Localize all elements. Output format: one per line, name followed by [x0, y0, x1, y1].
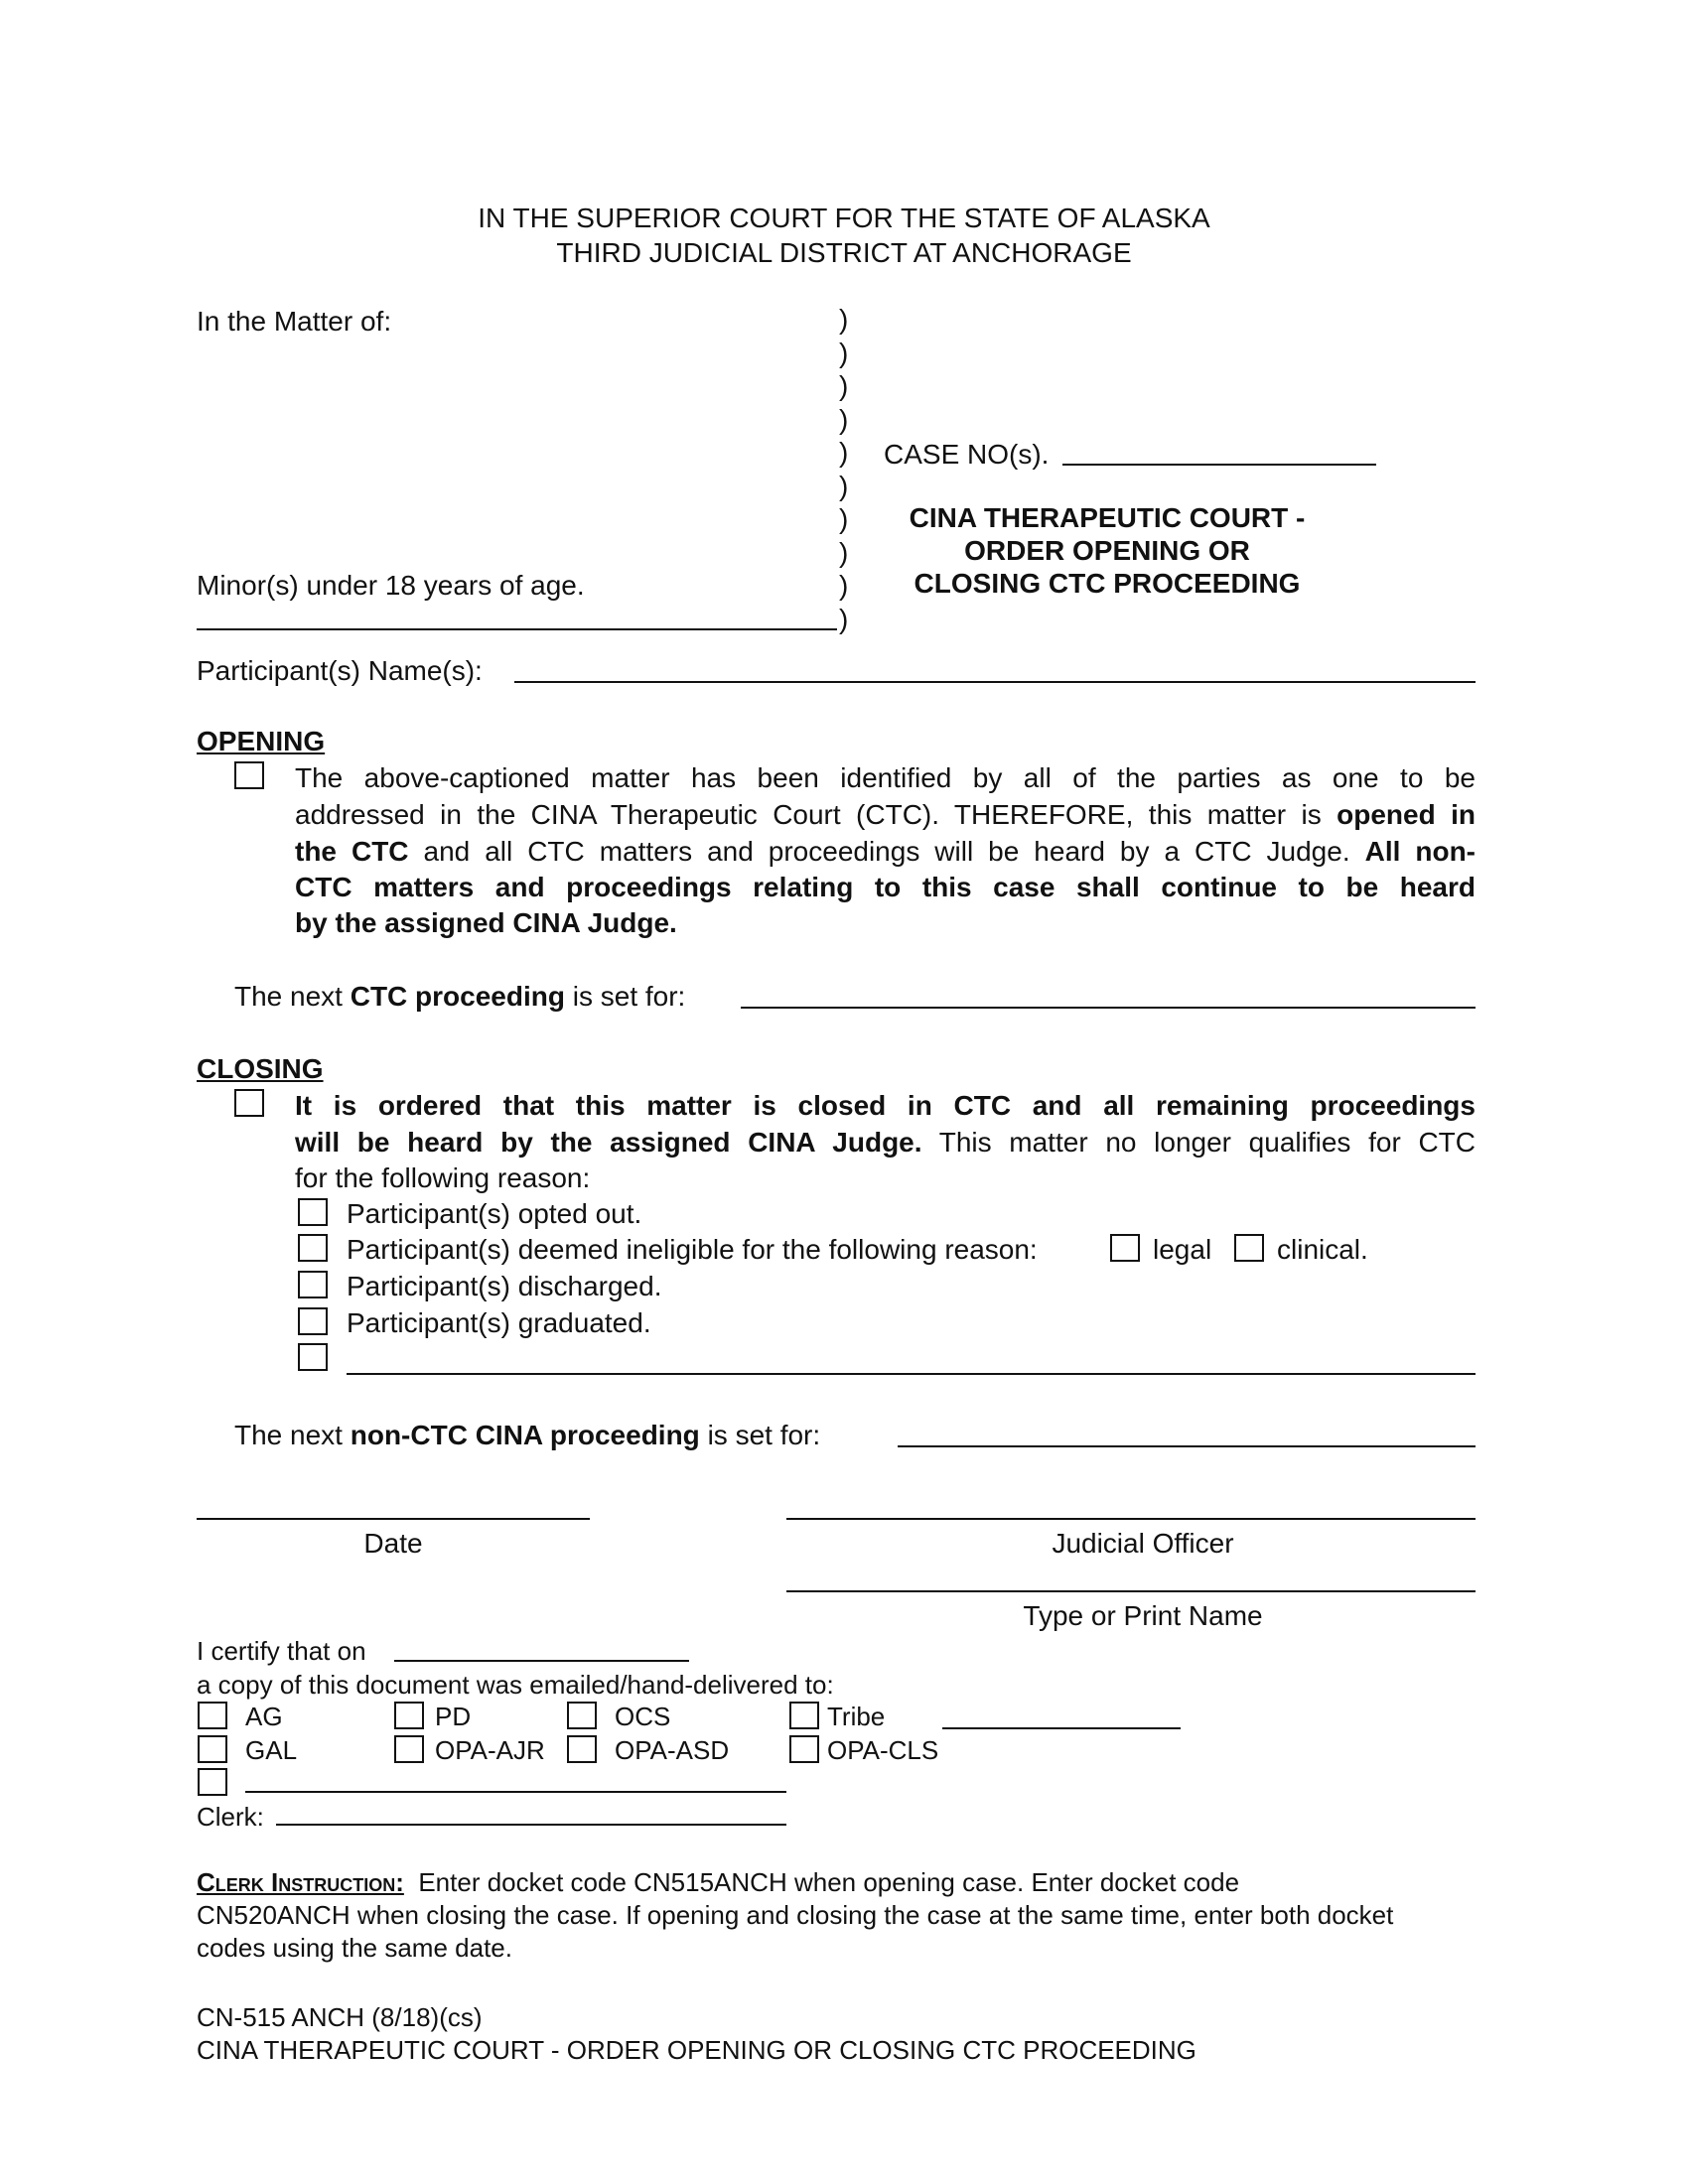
recipient-pd-label: PD — [435, 1702, 472, 1731]
paragraph-line — [295, 838, 1476, 866]
next-non-ctc-label — [234, 1422, 820, 1449]
text-segment: the CTC — [295, 836, 409, 867]
date-label: Date — [363, 1528, 423, 1559]
reason-discharged-checkbox[interactable] — [298, 1271, 328, 1298]
clerk-label: Clerk: — [197, 1802, 264, 1832]
recipient-tribe-label: Tribe — [827, 1702, 886, 1731]
recipient-opa-ajr-checkbox[interactable] — [394, 1735, 424, 1763]
paragraph-line — [295, 801, 1476, 829]
next-non-ctc-date-field[interactable] — [898, 1445, 1476, 1447]
reason-other-field[interactable] — [347, 1373, 1476, 1375]
text-segment: The above-captioned matter has been identified by all of the parties as one to be — [295, 762, 1476, 793]
court-name: IN THE SUPERIOR COURT FOR THE STATE OF ALASKA — [478, 203, 1210, 233]
reason-ineligible-label: Participant(s) deemed ineligible for the following reason: — [347, 1234, 1038, 1265]
recipient-ocs-checkbox[interactable] — [567, 1702, 597, 1729]
recipient-opa-asd-checkbox[interactable] — [567, 1735, 597, 1763]
paragraph-line — [295, 909, 1476, 937]
recipient-other-field[interactable] — [245, 1791, 786, 1793]
caption-paren: ) — [839, 403, 849, 435]
paragraph-line — [295, 764, 1476, 792]
recipient-ag-checkbox[interactable] — [198, 1702, 227, 1729]
recipient-opa-cls-checkbox[interactable] — [789, 1735, 819, 1763]
clerk-field[interactable] — [276, 1824, 786, 1826]
caption-paren: ) — [839, 503, 849, 534]
reason-opted-out-label: Participant(s) opted out. — [347, 1198, 642, 1229]
clerk-instruction-line — [197, 1869, 1239, 1895]
caption-paren: ) — [839, 470, 849, 501]
next-ctc-prefix: The next — [234, 981, 351, 1012]
date-field[interactable] — [197, 1518, 590, 1520]
reason-ineligible-checkbox[interactable] — [298, 1234, 328, 1262]
certify-label: I certify that on — [197, 1636, 366, 1666]
judicial-officer-signature-field[interactable] — [786, 1518, 1476, 1520]
recipient-tribe-checkbox[interactable] — [789, 1702, 819, 1729]
certify-date-field[interactable] — [394, 1660, 689, 1662]
judicial-officer-label: Judicial Officer — [1052, 1528, 1234, 1559]
caption-paren: ) — [839, 437, 849, 468]
caption-paren: ) — [839, 304, 849, 335]
recipient-other-checkbox[interactable] — [198, 1768, 227, 1796]
minors-label: Minor(s) under 18 years of age. — [197, 570, 585, 601]
document-title-line: ORDER OPENING OR — [964, 535, 1250, 566]
next-ctc-date-field[interactable] — [741, 1007, 1476, 1009]
clerk-instruction-line: CN520ANCH when closing the case. If opening and closing the case at the same time, enter both docket — [197, 1900, 1394, 1930]
print-name-label: Type or Print Name — [1023, 1600, 1263, 1631]
caption-paren: ) — [839, 570, 849, 601]
clerk-instruction-text: Enter docket code CN515ANCH when opening case. Enter docket code — [418, 1867, 1240, 1897]
opening-heading: OPENING — [197, 726, 326, 756]
reason-graduated-label: Participant(s) graduated. — [347, 1307, 651, 1338]
caption-paren: ) — [839, 603, 849, 634]
clerk-instruction-line: codes using the same date. — [197, 1933, 512, 1963]
recipient-opa-asd-label: OPA-ASD — [615, 1735, 730, 1765]
text-segment: CTC matters and proceedings relating to this case shall continue to be heard — [295, 872, 1476, 902]
copy-label: a copy of this document was emailed/hand-delivered to: — [197, 1670, 834, 1700]
recipient-ag-label: AG — [245, 1702, 283, 1731]
ineligible-legal-checkbox[interactable] — [1110, 1234, 1140, 1262]
reason-other-checkbox[interactable] — [298, 1343, 328, 1371]
next-non-ctc-prefix: The next — [234, 1420, 351, 1450]
text-segment: for the following reason: — [295, 1162, 591, 1193]
case-no-label: CASE NO(s). — [884, 439, 1050, 470]
closing-checkbox[interactable] — [234, 1089, 264, 1117]
reason-graduated-checkbox[interactable] — [298, 1307, 328, 1335]
ineligible-clinical-label: clinical. — [1277, 1234, 1368, 1265]
recipient-pd-checkbox[interactable] — [394, 1702, 424, 1729]
caption-paren: ) — [839, 536, 849, 568]
reason-discharged-label: Participant(s) discharged. — [347, 1271, 662, 1301]
caption-paren: ) — [839, 370, 849, 401]
text-segment: will be heard by the assigned CINA Judge. — [295, 1127, 922, 1158]
opening-checkbox[interactable] — [234, 761, 264, 789]
in-the-matter-label: In the Matter of: — [197, 306, 392, 337]
recipient-ocs-label: OCS — [615, 1702, 671, 1731]
paragraph-line — [295, 1164, 1476, 1192]
reason-opted-out-checkbox[interactable] — [298, 1198, 328, 1226]
text-segment: All non- — [1364, 836, 1476, 867]
participants-field[interactable] — [514, 681, 1476, 683]
participants-label: Participant(s) Name(s): — [197, 655, 483, 686]
clerk-instruction-label: Clerk Instruction: — [197, 1867, 404, 1897]
print-name-field[interactable] — [786, 1590, 1476, 1592]
text-segment: This matter no longer qualifies for CTC — [921, 1127, 1476, 1158]
next-ctc-suffix: is set for: — [564, 981, 686, 1012]
recipient-gal-checkbox[interactable] — [198, 1735, 227, 1763]
next-non-ctc-suffix: is set for: — [699, 1420, 821, 1450]
text-segment: addressed in the CINA Therapeutic Court (CTC). THEREFORE, this matter is — [295, 799, 1337, 830]
closing-heading: CLOSING — [197, 1053, 324, 1084]
document-title-line: CINA THERAPEUTIC COURT - — [909, 502, 1306, 533]
court-district: THIRD JUDICIAL DISTRICT AT ANCHORAGE — [556, 237, 1132, 268]
paragraph-line — [295, 1129, 1476, 1157]
text-segment: opened in — [1336, 799, 1476, 830]
case-no-field[interactable] — [1062, 464, 1376, 466]
paragraph-line — [295, 1092, 1476, 1120]
caption-underline — [197, 628, 837, 630]
form-title: CINA THERAPEUTIC COURT - ORDER OPENING OR CLOSING CTC PROCEEDING — [197, 2035, 1196, 2065]
caption-paren: ) — [839, 337, 849, 368]
form-id: CN-515 ANCH (8/18)(cs) — [197, 2002, 483, 2032]
ineligible-clinical-checkbox[interactable] — [1234, 1234, 1264, 1262]
ineligible-legal-label: legal — [1153, 1234, 1212, 1265]
next-non-ctc-bold: non-CTC CINA proceeding — [350, 1420, 700, 1450]
tribe-name-field[interactable] — [942, 1727, 1181, 1729]
text-segment: by the assigned CINA Judge. — [295, 907, 677, 938]
recipient-opa-cls-label: OPA-CLS — [827, 1735, 939, 1765]
recipient-opa-ajr-label: OPA-AJR — [435, 1735, 545, 1765]
paragraph-line — [295, 874, 1476, 901]
next-ctc-bold: CTC proceeding — [350, 981, 565, 1012]
recipient-gal-label: GAL — [245, 1735, 298, 1765]
text-segment: and all CTC matters and proceedings will be heard by a CTC Judge. — [408, 836, 1365, 867]
next-ctc-label — [234, 983, 685, 1011]
document-title-line: CLOSING CTC PROCEEDING — [914, 568, 1301, 599]
text-segment: It is ordered that this matter is closed in CTC and all remaining proceedings — [295, 1090, 1476, 1121]
